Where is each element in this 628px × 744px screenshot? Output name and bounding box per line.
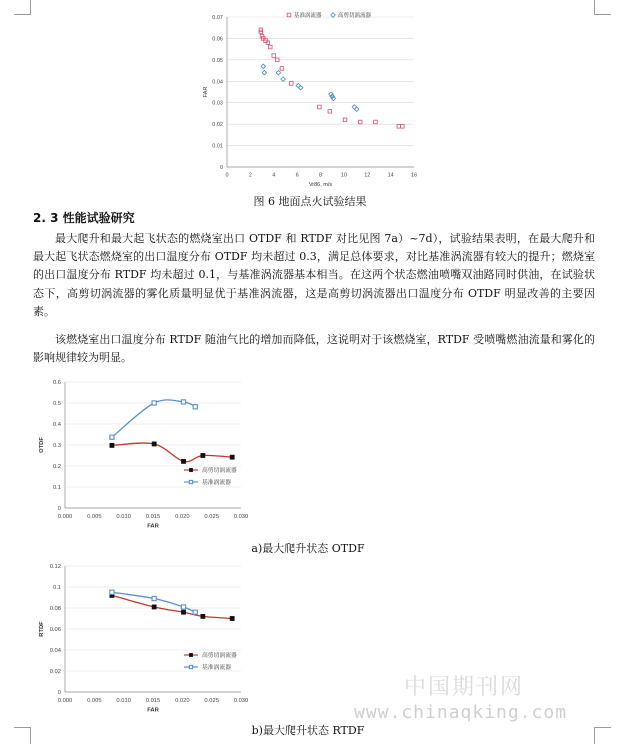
legend-marker <box>189 468 192 471</box>
data-point <box>110 435 114 439</box>
y-tick-label: 0.2 <box>52 464 61 471</box>
x-tick-label: 0.005 <box>87 513 102 520</box>
data-point <box>193 610 197 614</box>
data-point <box>181 459 185 463</box>
x-tick-label: 0.010 <box>116 697 131 704</box>
data-point <box>374 120 378 124</box>
data-point <box>110 590 114 594</box>
y-tick-label: 0.4 <box>52 422 61 429</box>
data-point <box>193 405 197 409</box>
y-tick-label: 0.02 <box>212 122 223 129</box>
x-axis-label: FAR <box>147 707 159 714</box>
data-point <box>230 455 234 459</box>
x-tick-label: 0.015 <box>145 513 161 520</box>
legend-marker <box>331 13 336 18</box>
x-tick-label: 4 <box>272 172 276 179</box>
section-heading: 2. 3 性能试验研究 <box>33 211 135 225</box>
y-tick-label: 0.1 <box>52 485 61 492</box>
y-tick-label: 0.12 <box>49 564 61 571</box>
data-point <box>296 83 301 88</box>
x-tick-label: 0.000 <box>57 513 73 520</box>
y-axis-label: FAR <box>203 86 209 98</box>
x-tick-label: 8 <box>318 172 323 179</box>
y-tick-label: 0.02 <box>49 669 61 676</box>
data-point <box>276 70 281 75</box>
data-point <box>230 616 234 620</box>
x-tick-label: 0.015 <box>145 697 161 704</box>
figure-7a-caption: a)最大爬升状态 OTDF <box>251 542 365 555</box>
y-tick-label: 0 <box>57 506 61 513</box>
data-point <box>152 596 156 600</box>
figure-7b-rtdf-chart <box>30 558 270 718</box>
data-point <box>272 54 276 58</box>
data-point <box>280 67 284 71</box>
paragraph-2: 该燃烧室出口温度分布 RTDF 随油气比的增加而降低，这说明对于该燃烧室，RTDF 受喷嘴燃油流量和雾化的影响规律较为明显。 <box>33 333 595 365</box>
x-tick-label: 2 <box>248 172 252 179</box>
data-point <box>298 85 303 90</box>
legend-marker <box>189 665 192 668</box>
figure-7b-caption: b)最大爬升状态 RTDF <box>251 724 365 737</box>
figure-6-caption: 图 6 地面点火试验结果 <box>253 195 367 208</box>
data-point <box>354 107 359 112</box>
x-tick-label: 12 <box>364 172 371 179</box>
data-point <box>289 82 293 86</box>
x-tick-label: 0.020 <box>175 513 190 520</box>
series-line <box>112 443 232 462</box>
y-tick-label: 0.6 <box>52 380 61 387</box>
data-point <box>318 105 322 109</box>
data-point <box>397 124 401 128</box>
y-tick-label: 0.04 <box>49 648 61 655</box>
x-tick-label: 0.025 <box>204 697 219 704</box>
y-tick-label: 0.3 <box>52 443 61 450</box>
data-point <box>401 124 405 128</box>
data-point <box>201 453 205 457</box>
data-point <box>343 118 347 122</box>
x-axis-label: Vr86, m/s <box>308 182 333 188</box>
x-tick-label: 14 <box>387 172 394 179</box>
paragraph-1: 最大爬升和最大起飞状态的燃烧室出口 OTDF 和 RTDF 对比见图 7a）~7d），试验结果表明，在最大爬升和最大起飞状态燃烧室的出口温度分布 OTDF 均未超过 0.3，满足总体要求，对比基准涡流器有较大的提升；燃烧室的出口温度分布 RTDF 均未超过 0.1，与基准涡流器基本相当。在这两个状态燃油喷嘴双油路同时供油，在试验状态下，高剪切涡流器的雾化质量明显优于基准涡流器，这是高剪切涡流器出口温度分布 OTDF 明显改善的主要因素。 <box>33 232 595 318</box>
x-tick-label: 0.010 <box>116 513 131 520</box>
y-tick-label: 0 <box>57 690 61 697</box>
data-point <box>152 442 156 446</box>
crop-mark-top-right <box>594 0 611 15</box>
x-tick-label: 0 <box>225 172 229 179</box>
y-tick-label: 0.01 <box>212 143 223 150</box>
legend-label: 基准涡流器 <box>202 665 231 672</box>
x-tick-label: 16 <box>410 172 418 179</box>
legend-marker <box>189 480 192 483</box>
y-tick-label: 0.07 <box>212 14 223 21</box>
legend-label: 高剪切涡流器 <box>202 468 237 475</box>
y-tick-label: 0.1 <box>52 585 61 592</box>
y-axis-label: RTDF <box>39 621 45 637</box>
crop-mark-bottom-left <box>14 727 31 744</box>
legend-marker <box>287 13 291 17</box>
data-point <box>358 120 362 124</box>
crop-mark-bottom-right <box>594 727 611 744</box>
data-point <box>181 605 185 609</box>
series-line <box>112 595 232 618</box>
data-point <box>201 614 205 618</box>
figure-7a-otdf-chart <box>30 370 270 530</box>
y-tick-label: 0.04 <box>212 79 223 86</box>
crop-mark-top-left <box>14 0 31 15</box>
y-tick-label: 0.03 <box>212 100 223 107</box>
data-point <box>261 64 266 69</box>
data-point <box>181 400 185 404</box>
legend-label: 高剪切涡流器 <box>202 653 237 660</box>
x-tick-label: 10 <box>340 172 347 179</box>
data-point <box>268 45 272 49</box>
data-point <box>181 610 185 614</box>
legend-marker <box>189 653 192 656</box>
x-tick-label: 0.005 <box>87 697 102 704</box>
data-point <box>352 105 357 110</box>
legend-label: 基准涡流器 <box>294 12 322 19</box>
legend-label: 基准涡流器 <box>202 480 231 487</box>
x-tick-label: 0.030 <box>233 697 249 704</box>
x-tick-label: 0.025 <box>204 513 219 520</box>
x-tick-label: 0.000 <box>57 697 73 704</box>
data-point <box>152 605 156 609</box>
data-point <box>152 401 156 405</box>
y-axis-label: OTDF <box>39 437 45 453</box>
y-tick-label: 0 <box>219 164 223 171</box>
y-tick-label: 0.06 <box>49 627 61 634</box>
y-tick-label: 0.06 <box>212 36 223 43</box>
data-point <box>110 443 114 447</box>
data-point <box>262 70 267 75</box>
y-tick-label: 0.05 <box>212 57 223 64</box>
x-tick-label: 0.020 <box>175 697 190 704</box>
watermark-site-name: 中国期刊网 <box>404 675 525 700</box>
y-tick-label: 0.5 <box>52 401 61 408</box>
y-tick-label: 0.08 <box>49 606 61 613</box>
data-point <box>328 109 332 113</box>
x-axis-label: FAR <box>147 523 159 530</box>
x-tick-label: 6 <box>295 172 299 179</box>
watermark-url: www.chinaqking.com <box>354 702 568 723</box>
x-tick-label: 0.030 <box>233 513 249 520</box>
figure-6-scatter-chart <box>196 4 426 190</box>
legend-label: 高剪切涡流器 <box>338 12 372 19</box>
data-point <box>281 77 286 82</box>
